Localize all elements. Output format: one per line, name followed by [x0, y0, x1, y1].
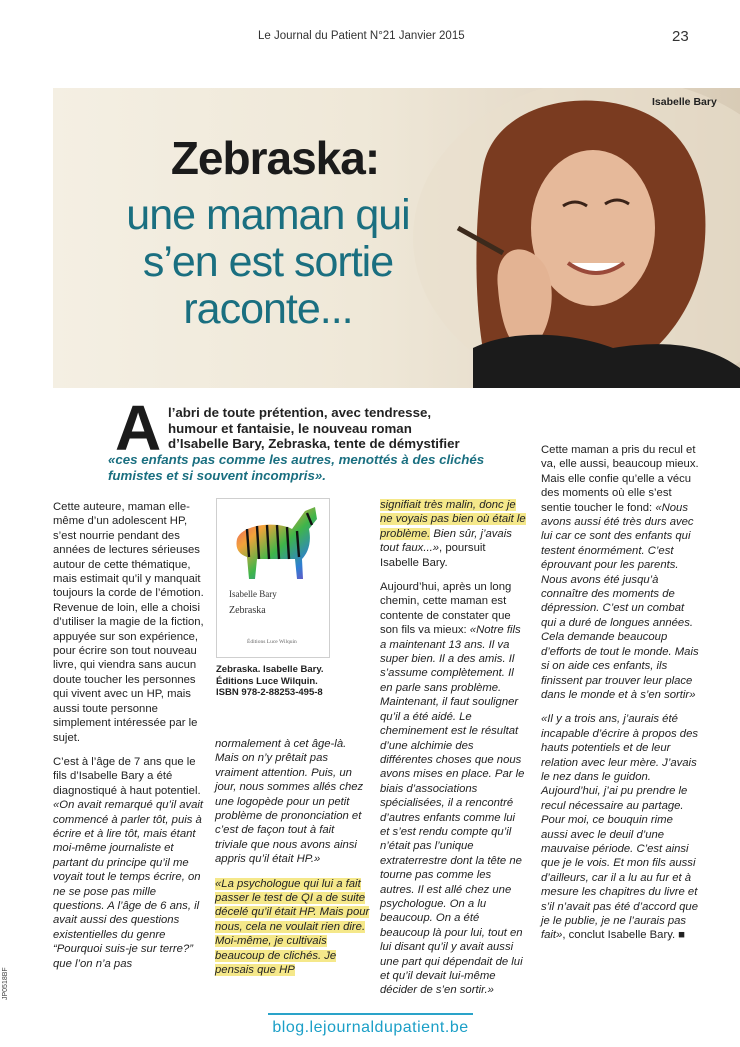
book-caption [216, 664, 366, 699]
quote-text: «On avait remarqué qu’il avait commencé à parler tôt, puis à écrire et à lire tôt, mais étant moi-même journaliste et partant du principe qu’il me voyait tout le temps écrire, on ne se pose pas mille questions. A l’âge de 6 ans, il avait aussi des questions existentielles du genre “Pourquoi suis-je sur terre?” que l’on n’a pas [53, 799, 204, 970]
footer-divider [268, 1013, 473, 1015]
page-number: 23 [672, 28, 689, 45]
side-code: JP0518BF [2, 967, 9, 1000]
article-column-1 [53, 500, 208, 981]
book-publisher: Éditions Luce Wilquin [247, 639, 297, 645]
quote-text: «Il y a trois ans, j’aurais été incapable d’écrire à propos des hauts potentiels et de leur relation avec leur mère. J’avais le nez dans le guidon. Aujourd’hui, j’ai pu prendre le recul nécessaire au partage. Pour moi, ce bouquin rime aussi avec le deuil d’une mauvaise période. C’est ainsi que je le vois. Et mon fils aussi d’ailleurs, car il a lu au fur et à mesure les chapitres du livre et s’il n’avait pas été d’accord que je le publie, je ne l’aurais pas fait» [541, 713, 698, 942]
highlighted-quote: «La psychologue qui lui a fait passer le test de QI a de suite décelé qu’il était HP. Mais pour nous, cela ne voulait rien dire. Moi-même, je cultivais beaucoup de clichés. Je pensais que HP [215, 877, 370, 977]
caption-line: Éditions Luce Wilquin. [216, 675, 318, 687]
paragraph-text: , conclut Isabelle Bary. ■ [562, 929, 686, 942]
paragraph [215, 737, 370, 867]
paragraph-text: C’est à l’âge de 7 ans que le fils d’Isabelle Bary a été diagnostiqué à haut potentiel. [53, 755, 201, 797]
paragraph-text: Cette maman a pris du recul et va, elle aussi, beaucoup mieux. Mais elle confie qu’elle a vécu des moments où elle s’est sentie toucher le fond: [541, 444, 699, 514]
subtitle-line: raconte... [183, 285, 353, 333]
caption-line: ISBN 978-2-88253-495-8 [216, 687, 323, 698]
book-cover [216, 498, 330, 658]
intro-line: humour et fantaisie, le nouveau roman [168, 420, 412, 436]
zebra-illustration [217, 499, 329, 584]
subtitle-line: s’en est sortie [142, 238, 394, 286]
quote-text: normalement à cet âge-là. Mais on n’y prêtait pas vraiment attention. Puis, un jour, nous sommes allés chez une logopède pour un petit problème de prononciation et c’est de façon tout à fait triviale que nous avons ainsi appris qu’il était HP.» [215, 738, 364, 866]
intro-line: d’Isabelle Bary, Zebraska, tente de démystifier [168, 436, 460, 451]
quote-text: Bien sûr, j’avais tout faux...» [380, 527, 512, 555]
paragraph-text: , poursuit Isabelle Bary. [380, 542, 486, 569]
paragraph [215, 877, 370, 978]
book-title: Zebraska [229, 605, 266, 616]
drop-cap: A [115, 392, 162, 464]
blog-link[interactable]: blog.lejournaldupatient.be [272, 1019, 469, 1036]
caption-line: Zebraska. Isabelle Bary. [216, 664, 324, 675]
paragraph [53, 755, 208, 971]
paragraph-text: Aujourd’hui, après un long chemin, cette maman est contente de constater que son fils va mieux: [380, 581, 512, 637]
article-column-4 [541, 443, 701, 953]
paragraph [380, 580, 526, 998]
quote-text: «Nous avons aussi été très durs avec lui car ce sont des enfants qui testent énormément. C’est éprouvant pour les parents. Nous avons été jusqu’à connaître des moments de dépression. C’est un combat qui a duré de longues années. Cela demande beaucoup d’efforts de tout le monde. Mais si on aide ces enfants, ils finissent par trouver leur place dans le monde et à s’en sortir» [541, 501, 699, 701]
highlighted-quote: signifiait très malin, donc je ne voyais pas bien où était le problème. [380, 499, 526, 540]
paragraph [541, 712, 701, 943]
article-title: Zebraska: [170, 132, 380, 184]
article-column-3 [380, 498, 526, 1008]
intro-italic-text: «ces enfants pas comme les autres, menottés à des clichés fumistes et si souvent incompris». [108, 452, 485, 483]
paragraph [541, 443, 701, 702]
paragraph [380, 498, 526, 570]
book-author: Isabelle Bary [229, 589, 277, 599]
paragraph: Cette auteure, maman elle-même d’un adolescent HP, s’est nourrie pendant des années de lectures sérieuses autour de cette thématique, mais estimait qu’il y manquait toujours la corde de l’émotion. Revenue de loin, elle a choisi d’utiliser la magie de la fiction, appuyée sur son expérience, pour écrire son tout nouveau livre, qui viendra sans aucun doute toucher les personnes qui vivent avec un HP, mais aussi toute personne simplement intéressée par le sujet. [53, 501, 204, 744]
intro-quote [108, 452, 520, 483]
journal-header: Le Journal du Patient N°21 Janvier 2015 [258, 30, 465, 42]
quote-text: «Notre fils a maintenant 13 ans. Il va super bien. Il a des amis. Il s’assume complètement. Il en parle sans problème. Maintenant, il faut souligner qu’il a été aidé. Le cheminement est le résultat d’une alchimie des différentes choses que nous avons mises en place. Par le biais d’associations spécialisées, il a rencontré d’autres enfants comme lui et s’est rendu compte qu’il n’était pas l’unique extraterrestre dont la tête ne tourne pas comme les autres. Il est allé chez une psychologue. On a lu beaucoup. On a été beaucoup là pour lui, tout en lui disant qu’il y avait aussi une part qui dépendait de lui et qu’il devait lui-même décider de s’en sortir.» [380, 624, 525, 997]
article-column-2 [215, 737, 370, 988]
subtitle-line: une maman qui [126, 191, 410, 239]
intro-line: l’abri de toute prétention, avec tendresse, [168, 405, 432, 420]
intro-lines [168, 405, 518, 452]
article-subtitle [98, 192, 438, 333]
photo-caption: Isabelle Bary [652, 96, 717, 108]
